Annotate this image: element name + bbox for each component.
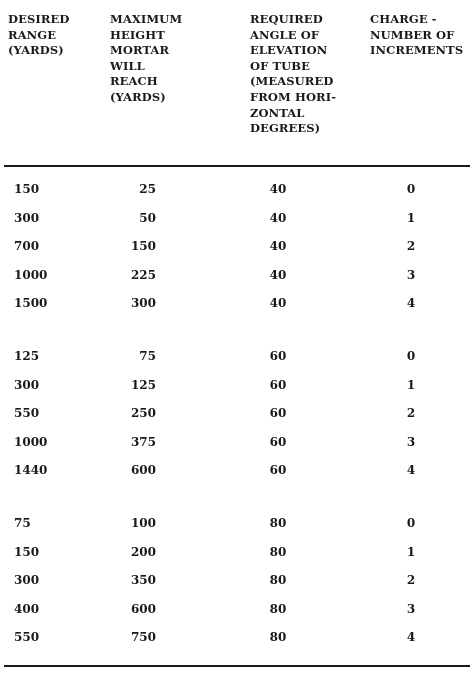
charge-cell: 2 (406, 573, 416, 588)
table-row (0, 262, 473, 291)
range-cell: 150 (14, 544, 40, 559)
height-cell: 75 (139, 348, 156, 363)
range-cell: 1000 (14, 434, 48, 449)
header-line: MAXIMUM (110, 12, 183, 26)
charge-cell: 1 (406, 210, 416, 225)
range-cell: 1440 (14, 463, 48, 478)
header-line: FROM HORI- (250, 89, 337, 104)
header-line: ANGLE OF (250, 27, 320, 42)
range-cell: 550 (14, 630, 40, 645)
charge-cell: 0 (406, 182, 416, 196)
header-divider (4, 165, 470, 167)
table-row (0, 596, 473, 625)
header-line: ELEVATION (250, 43, 328, 58)
height-cell: 350 (130, 573, 156, 588)
range-cell: 550 (14, 406, 40, 421)
range-cell: 300 (14, 377, 40, 392)
range-cell: 1000 (14, 267, 48, 282)
charge-cell: 0 (406, 348, 416, 363)
header-line: (MEASURED (250, 74, 334, 89)
table-row (0, 400, 473, 429)
header-line: HEIGHT (110, 27, 165, 42)
height-cell: 375 (130, 434, 156, 449)
header-charge-increments (370, 12, 463, 59)
charge-cell: 3 (406, 434, 416, 449)
table-row (0, 457, 473, 486)
table-row (0, 510, 473, 539)
height-cell: 750 (130, 630, 156, 645)
table-bottom-rule (4, 665, 470, 667)
angle-cell: 60 (269, 463, 287, 478)
header-line: (YARDS) (8, 43, 64, 58)
height-cell: 125 (130, 377, 156, 392)
range-cell: 300 (14, 210, 40, 225)
header-desired-range (8, 12, 69, 59)
header-line: DEGREES) (250, 121, 321, 136)
range-cell: 150 (14, 182, 40, 196)
height-cell: 50 (139, 210, 156, 225)
angle-group-60 (0, 343, 473, 486)
header-line: OF TUBE (250, 58, 310, 73)
range-cell: 125 (14, 348, 40, 363)
charge-cell: 1 (406, 544, 416, 559)
table-row (0, 205, 473, 234)
height-cell: 600 (130, 463, 156, 478)
angle-cell: 40 (269, 182, 287, 196)
height-cell: 225 (130, 267, 156, 282)
charge-cell: 3 (406, 267, 416, 282)
table-row (0, 372, 473, 401)
angle-cell: 40 (269, 267, 287, 282)
angle-cell: 60 (269, 406, 287, 421)
header-line: ZONTAL (250, 105, 305, 120)
table-row (0, 624, 473, 653)
height-cell: 25 (139, 182, 156, 196)
height-cell: 200 (130, 544, 156, 559)
header-line: INCREMENTS (370, 43, 464, 58)
angle-cell: 40 (269, 296, 287, 311)
header-line: DESIRED (8, 12, 70, 26)
table-row (0, 539, 473, 568)
height-cell: 150 (130, 239, 156, 254)
angle-cell: 80 (269, 573, 287, 588)
charge-cell: 2 (406, 239, 416, 254)
charge-cell: 2 (406, 406, 416, 421)
charge-cell: 3 (406, 601, 416, 616)
range-cell: 75 (14, 515, 31, 530)
header-line: WILL (110, 58, 145, 73)
header-line: CHARGE - (370, 12, 437, 26)
angle-group-80 (0, 510, 473, 653)
angle-group-40 (0, 176, 473, 319)
table-row (0, 567, 473, 596)
range-cell: 1500 (14, 296, 48, 311)
charge-cell: 4 (406, 630, 416, 645)
angle-cell: 60 (269, 377, 287, 392)
angle-cell: 60 (269, 348, 287, 363)
table-row (0, 290, 473, 319)
height-cell: 100 (130, 515, 156, 530)
height-cell: 250 (130, 406, 156, 421)
table-row (0, 233, 473, 262)
header-required-angle (250, 12, 336, 137)
table-row (0, 429, 473, 458)
table-body (0, 176, 473, 653)
range-cell: 700 (14, 239, 40, 254)
angle-cell: 80 (269, 544, 287, 559)
table-row (0, 343, 473, 372)
charge-cell: 4 (406, 296, 416, 311)
header-line: REACH (110, 74, 158, 89)
header-maximum-height (110, 12, 182, 106)
charge-cell: 0 (406, 515, 416, 530)
height-cell: 600 (130, 601, 156, 616)
angle-cell: 40 (269, 239, 287, 254)
range-cell: 400 (14, 601, 40, 616)
angle-cell: 40 (269, 210, 287, 225)
header-line: MORTAR (110, 43, 170, 58)
height-cell: 300 (130, 296, 156, 311)
charge-cell: 4 (406, 463, 416, 478)
angle-cell: 80 (269, 515, 287, 530)
charge-cell: 1 (406, 377, 416, 392)
header-line: NUMBER OF (370, 27, 455, 42)
angle-cell: 80 (269, 601, 287, 616)
table-row (0, 176, 473, 205)
angle-cell: 80 (269, 630, 287, 645)
range-cell: 300 (14, 573, 40, 588)
angle-cell: 60 (269, 434, 287, 449)
header-line: (YARDS) (110, 89, 166, 104)
header-line: REQUIRED (250, 12, 323, 26)
header-line: RANGE (8, 27, 57, 42)
